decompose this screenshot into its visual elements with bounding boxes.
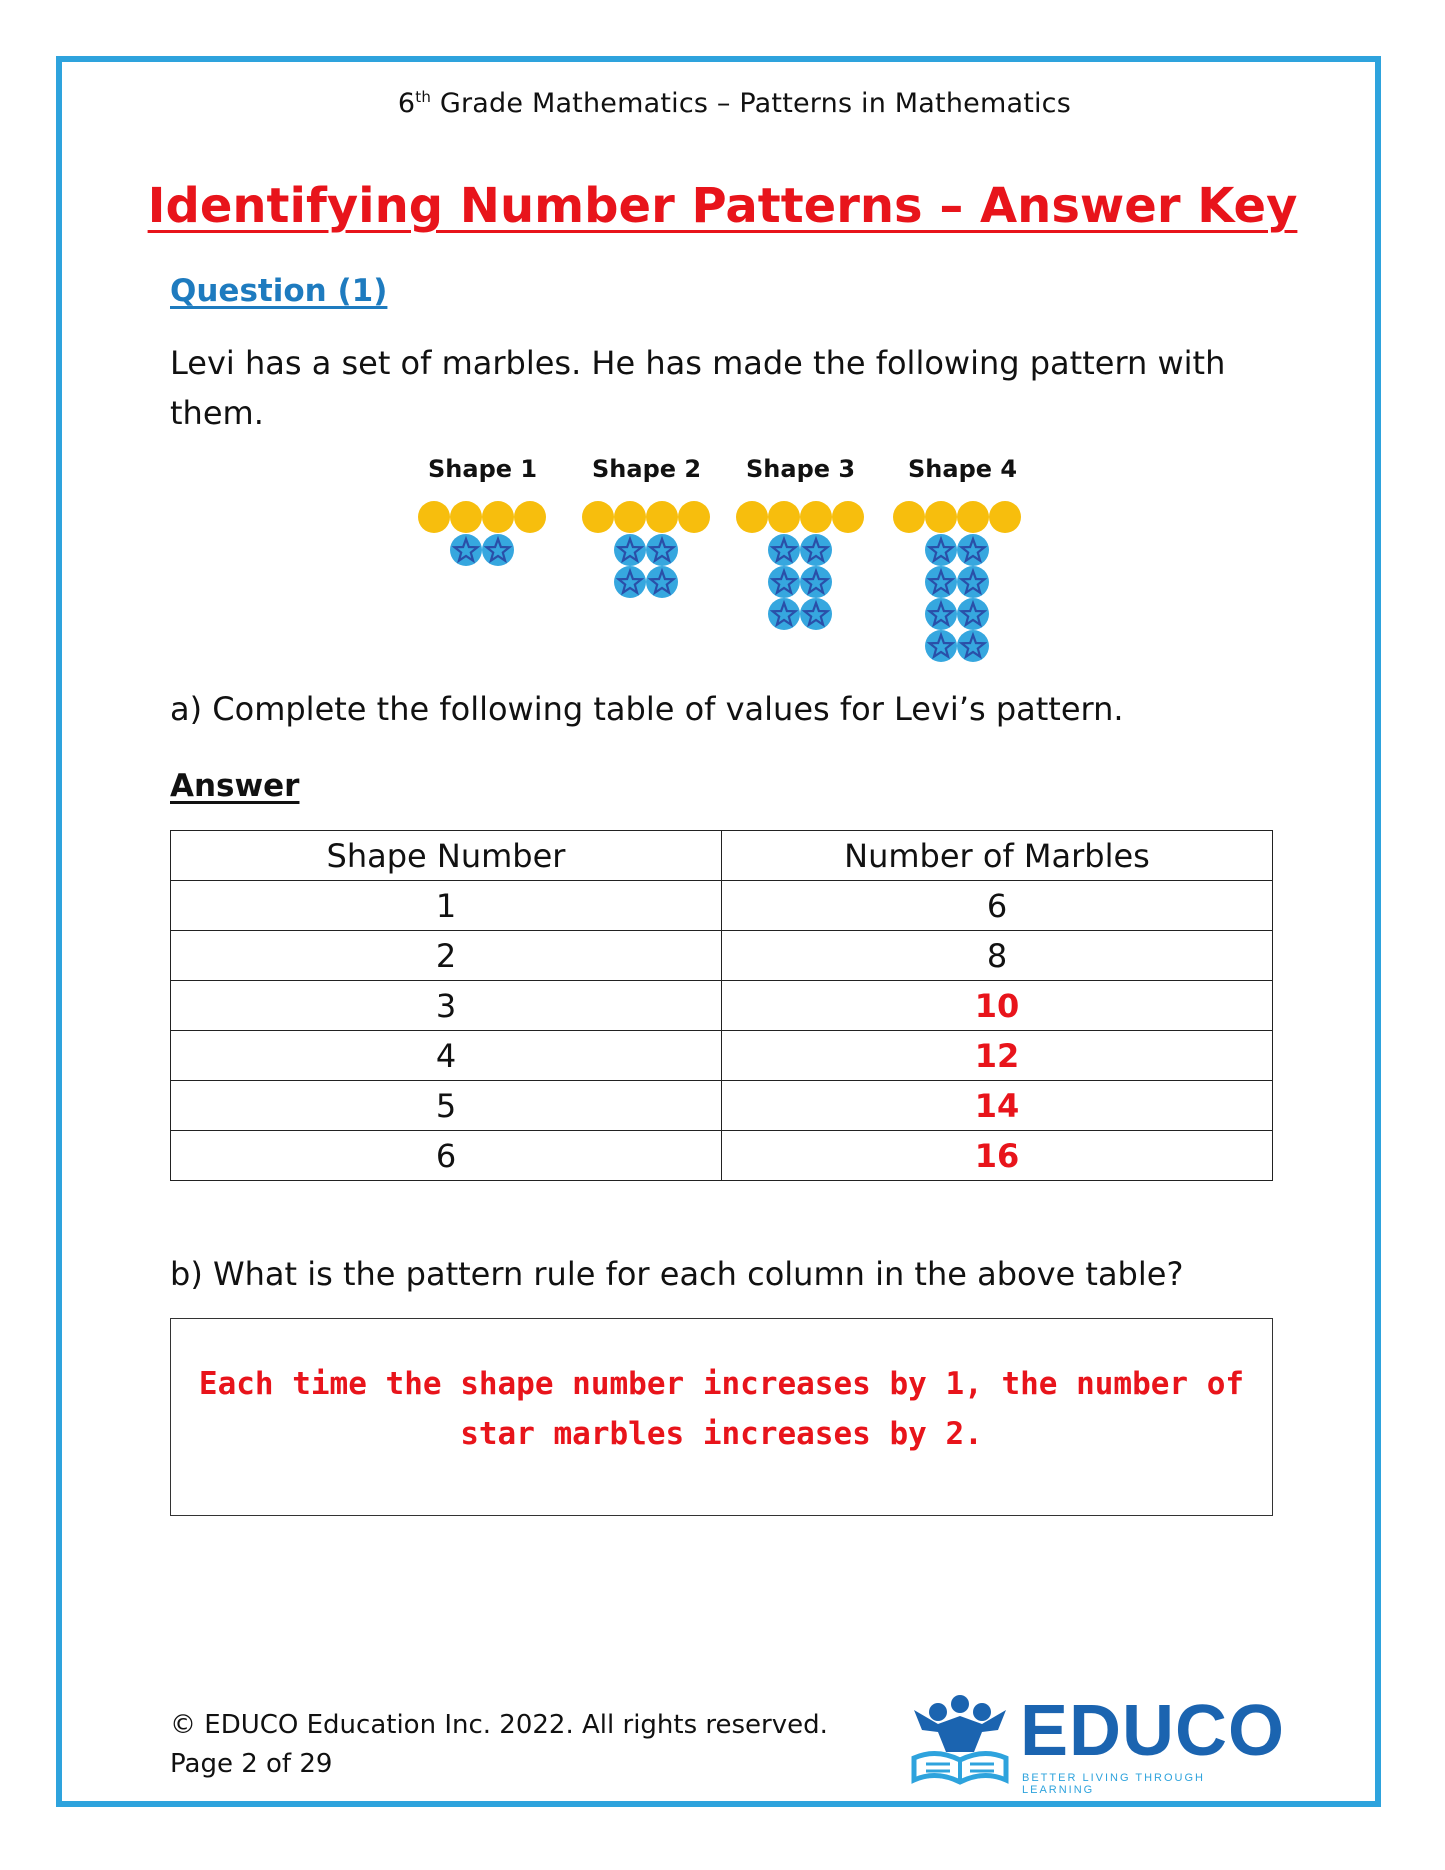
yellow-marble <box>736 501 768 533</box>
marbles-drawing <box>400 455 1060 675</box>
answer-label: Answer <box>170 768 300 804</box>
logo-wordmark: EDUCO <box>1020 1691 1286 1771</box>
table-cell: 3 <box>171 981 722 1031</box>
shape-label-1: Shape 1 <box>428 455 538 483</box>
table-cell: 5 <box>171 1081 722 1131</box>
yellow-marble <box>768 501 800 533</box>
question-prompt: Levi has a set of marbles. He has made the following pattern with them. <box>170 344 1226 432</box>
page-title: Identifying Number Patterns – Answer Key <box>147 178 1298 234</box>
yellow-marble <box>925 501 957 533</box>
logo-tagline: BETTER LIVING THROUGH LEARNING <box>1022 1772 1205 1796</box>
table-header-row <box>171 831 1273 881</box>
table-row <box>171 881 1273 931</box>
yellow-marble <box>582 501 614 533</box>
yellow-marble <box>646 501 678 533</box>
page-header: 6th Grade Mathematics – Patterns in Mathematics <box>397 88 1071 119</box>
table-row <box>171 1031 1273 1081</box>
yellow-marble <box>450 501 482 533</box>
column-header-shape-number: Shape Number <box>171 831 722 881</box>
answer-cell: 10 <box>722 981 1273 1031</box>
educo-logo <box>900 1690 1286 1796</box>
yellow-marble <box>678 501 710 533</box>
shape-label-4: Shape 4 <box>908 455 1018 483</box>
yellow-marble <box>989 501 1021 533</box>
shape-label-3: Shape 3 <box>746 455 856 483</box>
table-cell: 6 <box>722 881 1273 931</box>
table-row <box>171 981 1273 1031</box>
table-cell: 6 <box>171 1131 722 1181</box>
answer-cell: 12 <box>722 1031 1273 1081</box>
answer-cell: 14 <box>722 1081 1273 1131</box>
yellow-marble <box>893 501 925 533</box>
shape-3-marbles <box>736 501 864 630</box>
table-cell: 1 <box>171 881 722 931</box>
copyright-text: © EDUCO Education Inc. 2022. All rights reserved. <box>170 1710 828 1740</box>
question-label: Question (1) <box>170 273 388 309</box>
answer-box <box>170 1318 1273 1516</box>
yellow-marble <box>614 501 646 533</box>
yellow-marble <box>418 501 450 533</box>
yellow-marble <box>800 501 832 533</box>
table-row <box>171 1131 1273 1181</box>
yellow-marble <box>957 501 989 533</box>
shape-4-marbles <box>893 501 1021 662</box>
part-a-question: a) Complete the following table of values for Levi’s pattern. <box>170 690 1124 728</box>
yellow-marble <box>832 501 864 533</box>
yellow-marble <box>514 501 546 533</box>
table-cell: 2 <box>171 931 722 981</box>
part-b-question: b) What is the pattern rule for each column in the above table? <box>170 1255 1184 1293</box>
table-cell: 8 <box>722 931 1273 981</box>
answer-text: Each time the shape number increases by 1, the number of star marbles increases by 2. <box>198 1366 1245 1452</box>
column-header-number-of-marbles: Number of Marbles <box>722 831 1273 881</box>
table-cell: 4 <box>171 1031 722 1081</box>
yellow-marble <box>482 501 514 533</box>
page-number: Page 2 of 29 <box>170 1749 333 1779</box>
table-row <box>171 931 1273 981</box>
marble-pattern-figure <box>400 455 1060 675</box>
logo-emblem-icon <box>900 1690 1020 1790</box>
table-row <box>171 1081 1273 1131</box>
values-table <box>170 830 1273 1181</box>
shape-1-marbles <box>418 501 546 566</box>
answer-cell: 16 <box>722 1131 1273 1181</box>
shape-label-2: Shape 2 <box>592 455 702 483</box>
shape-2-marbles <box>582 501 710 598</box>
